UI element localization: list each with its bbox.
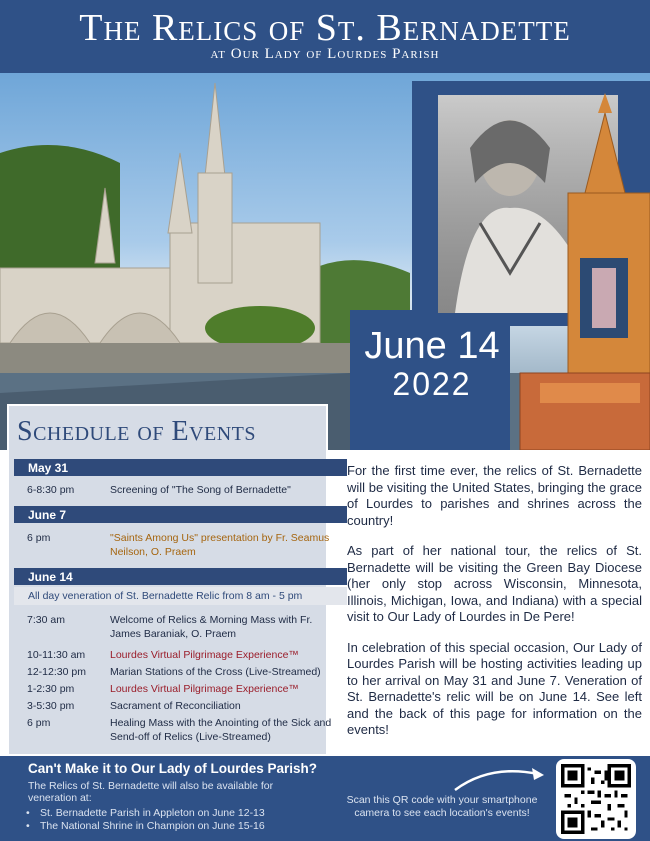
hero-illustration [0, 73, 650, 450]
event-row [27, 699, 332, 713]
event-time: 6 pm [27, 717, 51, 729]
schedule-title: Schedule of Events [17, 416, 257, 447]
location-item: • St. Bernadette Parish in Appleton on June 12-13 [40, 807, 265, 820]
date-badge-line2: 2022 [392, 366, 472, 402]
hero-image-area [0, 73, 650, 450]
page-title: The Relics of St. Bernadette [79, 7, 571, 49]
page-subtitle: at Our Lady of Lourdes Parish [210, 46, 440, 62]
footer-banner [0, 756, 650, 841]
event-desc: Sacrament of Reconciliation [110, 700, 241, 712]
event-row [27, 483, 332, 497]
event-row [27, 648, 332, 662]
june14-subtitle: All day veneration of St. Bernadette Relic from 8 am - 5 pm [14, 587, 347, 605]
event-desc: "Saints Among Us" presentation by Fr. Seamus Neilson, O. Praem [110, 532, 330, 558]
intro-paragraph: For the first time ever, the relics of St. Bernadette will be visiting the United States, bringing the grace of Lourdes to parishes and shrines across the country! [347, 463, 642, 528]
event-desc: Healing Mass with the Anointing of the Sick and Send-off of Relics (Live-Streamed) [110, 717, 332, 743]
date-badge-line1: June 14 [364, 325, 500, 367]
event-row [27, 531, 332, 559]
date-bar-may31: May 31 [14, 459, 347, 476]
event-time: 6-8:30 pm [27, 484, 75, 496]
location-item: • The National Shrine in Champion on June 15-16 [40, 820, 265, 833]
event-time: 10-11:30 am [27, 649, 86, 661]
event-row [27, 682, 332, 696]
date-bar-june7: June 7 [14, 506, 347, 523]
event-desc: Marian Stations of the Cross (Live-Streamed) [110, 666, 321, 678]
intro-text [347, 463, 642, 753]
event-row [27, 665, 332, 679]
footer-text: The Relics of St. Bernadette will also be available for veneration at: [28, 780, 274, 804]
event-time: 12-12:30 pm [27, 666, 86, 678]
event-desc: Welcome of Relics & Morning Mass with Fr. James Baraniak, O. Praem [110, 614, 313, 640]
event-row [27, 613, 332, 641]
location-list [40, 807, 265, 833]
event-time: 3-5:30 pm [27, 700, 75, 712]
qr-instructions: Scan this QR code with your smartphone camera to see each location's events! [346, 794, 538, 819]
event-time: 1-2:30 pm [27, 683, 75, 695]
header-banner [0, 0, 650, 73]
qr-code-icon [561, 764, 631, 834]
intro-paragraph: As part of her national tour, the relics of St. Bernadette will be visiting the Green Bay Diocese (her only stop across Wisconsin, Minnesota, Illinois, Michigan, Iowa, and Indiana) with a special visit to Our Lady of Lourdes in De Pere! [347, 543, 642, 624]
qr-code[interactable] [556, 759, 636, 839]
event-desc: Lourdes Virtual Pilgrimage Experience™ [110, 649, 299, 661]
intro-paragraph: In celebration of this special occasion, Our Lady of Lourdes Parish will be hosting activities leading up to her arrival on May 31 and June 7. Veneration of St. Bernadette's relic will be on June 14. See left and the back of this page for information on the events! [347, 639, 642, 737]
event-time: 7:30 am [27, 614, 65, 626]
date-bar-june14: June 14 [14, 568, 347, 585]
event-row [27, 716, 332, 744]
event-desc: Lourdes Virtual Pilgrimage Experience™ [110, 683, 299, 695]
arrow-icon [450, 762, 550, 794]
event-desc: Screening of "The Song of Bernadette" [110, 484, 291, 496]
promenade [0, 343, 350, 373]
event-time: 6 pm [27, 532, 51, 544]
date-badge [352, 326, 512, 402]
footer-heading: Can't Make it to Our Lady of Lourdes Parish? [28, 761, 317, 776]
schedule-panel [7, 404, 332, 756]
